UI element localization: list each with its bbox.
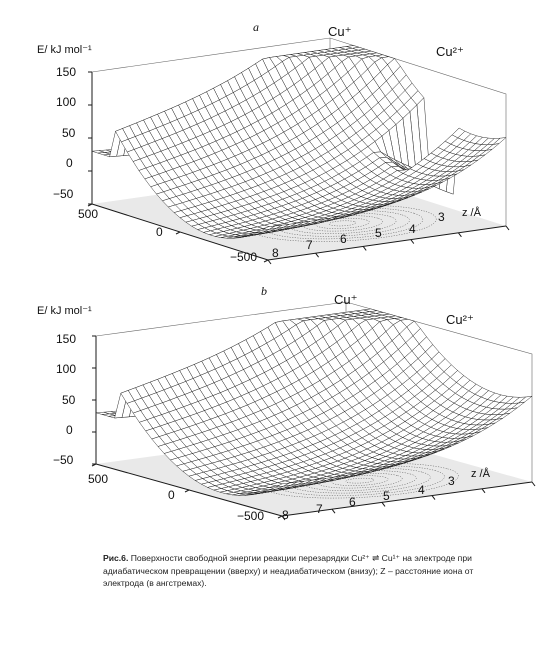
x-tick-a-8: 8 [272,246,279,260]
x-tick-b-5: 5 [383,489,390,503]
y-tick-mark [176,232,180,234]
surface-plot-b [0,282,537,544]
x-tick-mark [482,489,485,493]
z-axis-title-b: E/ kJ mol⁻¹ [37,305,92,317]
x-tick-mark [432,496,435,500]
x-tick-mark [268,260,271,264]
z-tick-a-100: 100 [56,95,77,109]
y-tick-b-m500: −500 [237,509,265,523]
surface-plot-a [0,0,537,280]
x-tick-a-5: 5 [375,226,382,240]
surface-plot-a-svg [0,0,537,280]
x-tick-b-8: 8 [282,508,289,522]
z-tick-b-0: 0 [66,423,73,437]
x-tick-mark [363,246,366,250]
y-tick-a-0: 0 [156,225,163,239]
x-tick-b-3: 3 [448,474,455,488]
surface-label-cu1-a: Cu⁺ [328,24,352,39]
z-tick-b-100: 100 [56,362,77,376]
z-tick-a-150: 150 [56,65,77,79]
x-axis-title-b: z /Å [471,468,490,480]
x-tick-mark [332,509,335,513]
z-tick-b-m50: −50 [53,453,74,467]
y-tick-b-500: 500 [88,472,109,486]
z-tick-a-50: 50 [62,126,76,140]
z-tick-b-150: 150 [56,332,77,346]
z-axis-title-a: E/ kJ mol⁻¹ [37,44,92,56]
x-tick-a-4: 4 [409,222,416,236]
x-tick-mark [411,240,414,244]
surface-label-cu2-b: Cu²⁺ [446,312,474,327]
y-tick-a-500: 500 [78,207,99,221]
y-tick-mark [264,260,268,262]
x-tick-b-4: 4 [418,483,425,497]
x-tick-mark [532,482,535,486]
x-tick-a-6: 6 [340,232,347,246]
y-tick-mark [185,490,189,492]
y-tick-b-0: 0 [168,488,175,502]
z-tick-a-0: 0 [66,156,73,170]
x-tick-a-3: 3 [438,210,445,224]
panel-label-b: b [261,284,267,298]
caption-text: Поверхности свободной энергии реакции перезарядки Cu²⁺ ⇌ Cu¹⁺ на электроде при адиабатическом превращении (вверху) и неадиабатическом (внизу); Z – расстояние иона от электрода (в ангстремах). [103,553,474,588]
surface-label-cu1-b: Cu⁺ [334,292,358,307]
x-tick-a-7: 7 [306,238,313,252]
x-axis-title-a: z /Å [462,207,481,219]
z-tick-a-m50: −50 [53,187,74,201]
x-tick-mark [382,502,385,506]
x-tick-mark [316,253,319,257]
x-tick-b-7: 7 [316,502,323,516]
x-tick-mark [506,226,509,230]
panel-label-a: a [253,20,259,34]
x-tick-mark [458,233,461,237]
z-tick-b-50: 50 [62,393,76,407]
caption-label: Рис.6. [103,553,129,563]
surface-label-cu2-a: Cu²⁺ [436,44,464,59]
figure-caption [103,552,483,590]
y-tick-a-m500: −500 [230,250,258,264]
x-tick-b-6: 6 [349,495,356,509]
